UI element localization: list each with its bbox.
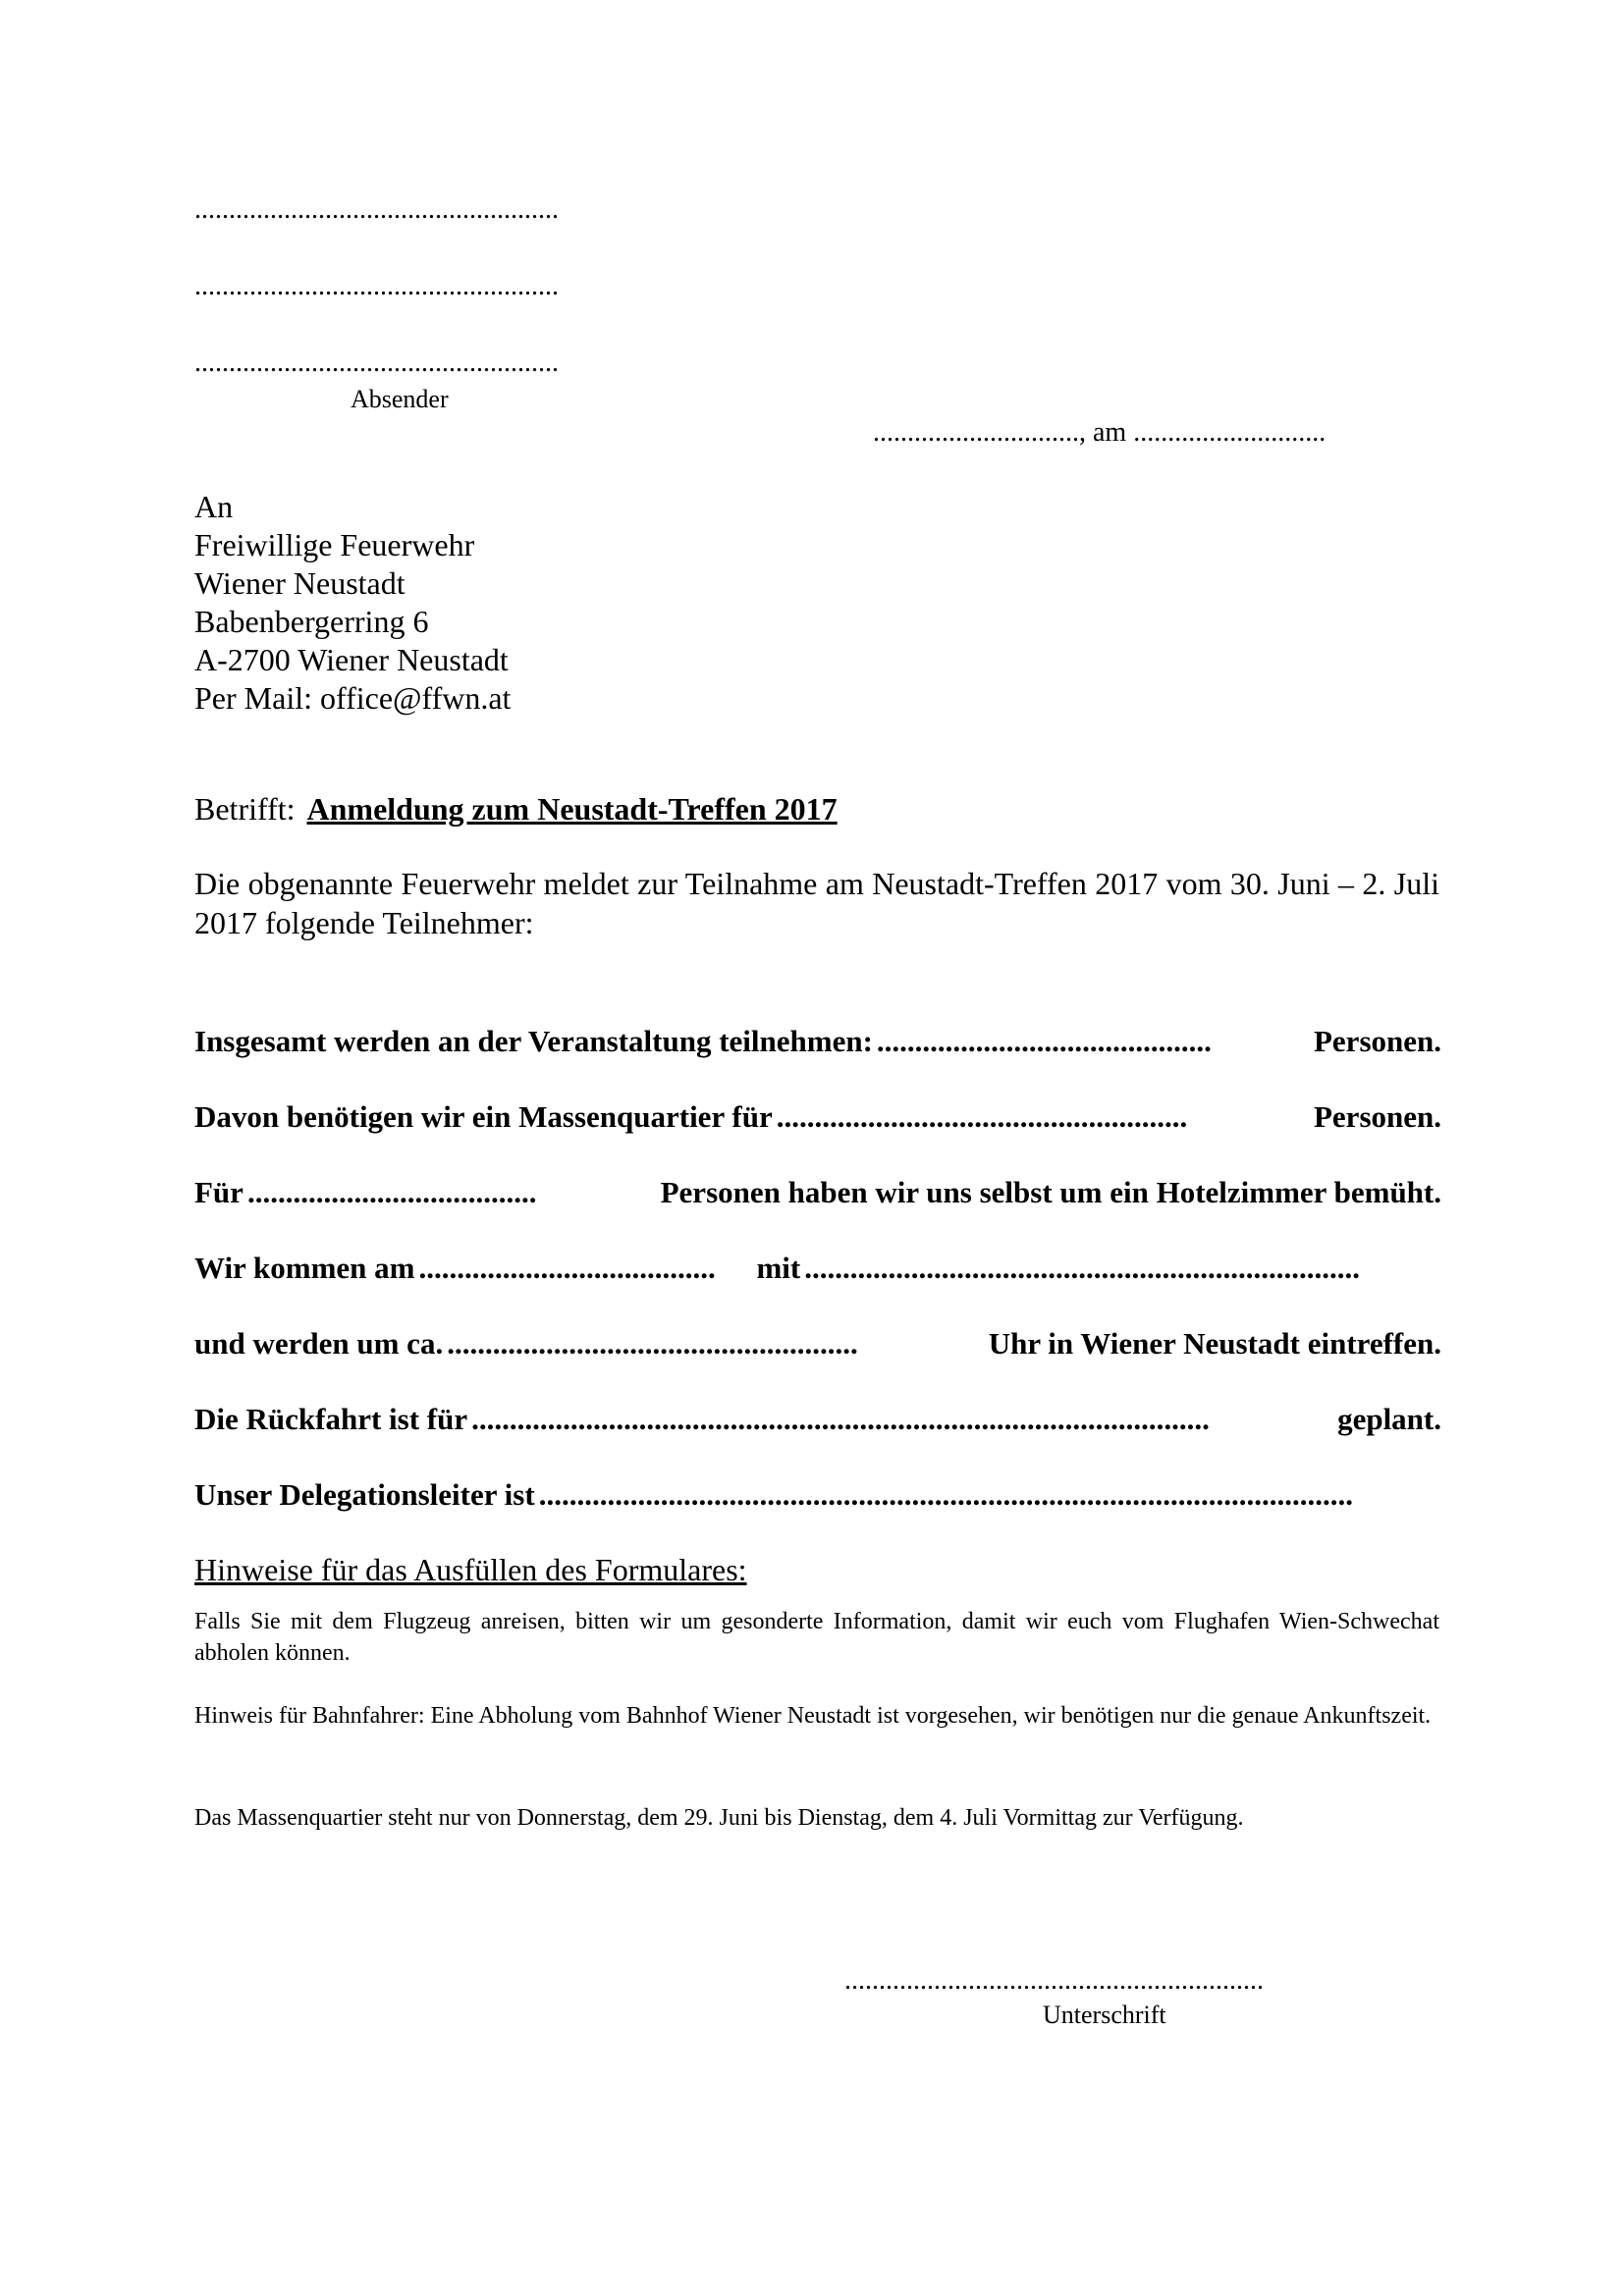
recipient-line: An [194, 489, 234, 524]
hint-train: Hinweis für Bahnfahrer: Eine Abholung vom Bahnhof Wiener Neustadt ist vorgesehen, wir benötigen nur die genaue Ankunftszeit. [194, 1703, 1432, 1729]
intro-paragraph: Die obgenannte Feuerwehr meldet zur Teilnahme am Neustadt-Treffen 2017 vom 30. Juni – 2. Juli 2017 folgende Teilnehmer: [194, 866, 1439, 940]
place-date-field[interactable]: .............................., am ............................ [873, 417, 1326, 448]
sender-line-1[interactable]: ..................................................... [194, 194, 559, 225]
recipient-line: A-2700 Wiener Neustadt [194, 642, 509, 677]
form-label: Die Rückfahrt ist für [194, 1402, 468, 1436]
transport-field[interactable]: ......................................................................... [804, 1251, 1360, 1285]
form-label: Unser Delegationsleiter ist [194, 1477, 535, 1512]
sender-label: Absender [351, 385, 449, 413]
recipient-address [194, 488, 511, 718]
form-label: Uhr in Wiener Neustadt eintreffen. [988, 1326, 1441, 1361]
form-label: Insgesamt werden an der Veranstaltung teilnehmen: [194, 1024, 873, 1058]
sender-line-3[interactable]: ..................................................... [194, 347, 559, 378]
subject-line [194, 791, 838, 828]
form-line-arrival [194, 1251, 1441, 1286]
mass-quarters-field[interactable]: ...................................................... [776, 1099, 1188, 1134]
arrival-time-field[interactable]: ...................................................... [447, 1326, 858, 1361]
form-label: geplant. [1337, 1402, 1441, 1436]
hint-quarters: Das Massenquartier steht nur von Donnerstag, dem 29. Juni bis Dienstag, dem 4. Juli Vormittag zur Verfügung. [194, 1805, 1244, 1831]
recipient-line: Per Mail: office@ffwn.at [194, 680, 512, 716]
form-label: Personen. [1313, 1024, 1441, 1058]
form-line-mass-quarters [194, 1099, 1441, 1135]
hotel-persons-field[interactable]: ...................................... [246, 1175, 537, 1209]
signature-field[interactable]: ............................................................. [844, 1965, 1264, 1996]
form-label: Für [194, 1175, 244, 1209]
arrival-date-field[interactable]: ....................................... [418, 1251, 716, 1285]
form-line-total-participants [194, 1024, 1441, 1059]
form-label: Personen. [1313, 1099, 1441, 1134]
sender-line-2[interactable]: ..................................................... [194, 271, 559, 301]
delegation-leader-field[interactable]: ........................................................................................................... [538, 1477, 1353, 1512]
subject-title: Anmeldung zum Neustadt-Treffen 2017 [306, 791, 838, 827]
hints-title: Hinweise für das Ausfüllen des Formulares: [194, 1552, 747, 1587]
signature-label: Unterschrift [1043, 2001, 1166, 2029]
return-field[interactable]: ................................................................................................. [471, 1402, 1210, 1436]
form-label: Davon benötigen wir ein Massenquartier für [194, 1099, 773, 1134]
form-label: mit [756, 1251, 801, 1285]
form-label: und werden um ca. [194, 1326, 444, 1361]
total-participants-field[interactable]: ............................................ [876, 1024, 1212, 1058]
hint-flight: Falls Sie mit dem Flugzeug anreisen, bitten wir um gesonderte Information, damit wir euch vom Flughafen Wien-Schwechat abholen können. [194, 1609, 1439, 1666]
form-line-return [194, 1402, 1441, 1437]
recipient-line: Wiener Neustadt [194, 565, 406, 601]
form-line-hotel [194, 1175, 1441, 1210]
form-line-delegation-leader [194, 1477, 1441, 1513]
form-label: Personen haben wir uns selbst um ein Hotelzimmer bemüht. [660, 1175, 1441, 1209]
subject-label: Betrifft: [194, 791, 296, 827]
recipient-line: Freiwillige Feuerwehr [194, 527, 475, 562]
form-line-arrival-time [194, 1326, 1441, 1362]
recipient-line: Babenbergerring 6 [194, 604, 429, 639]
form-label: Wir kommen am [194, 1251, 415, 1285]
